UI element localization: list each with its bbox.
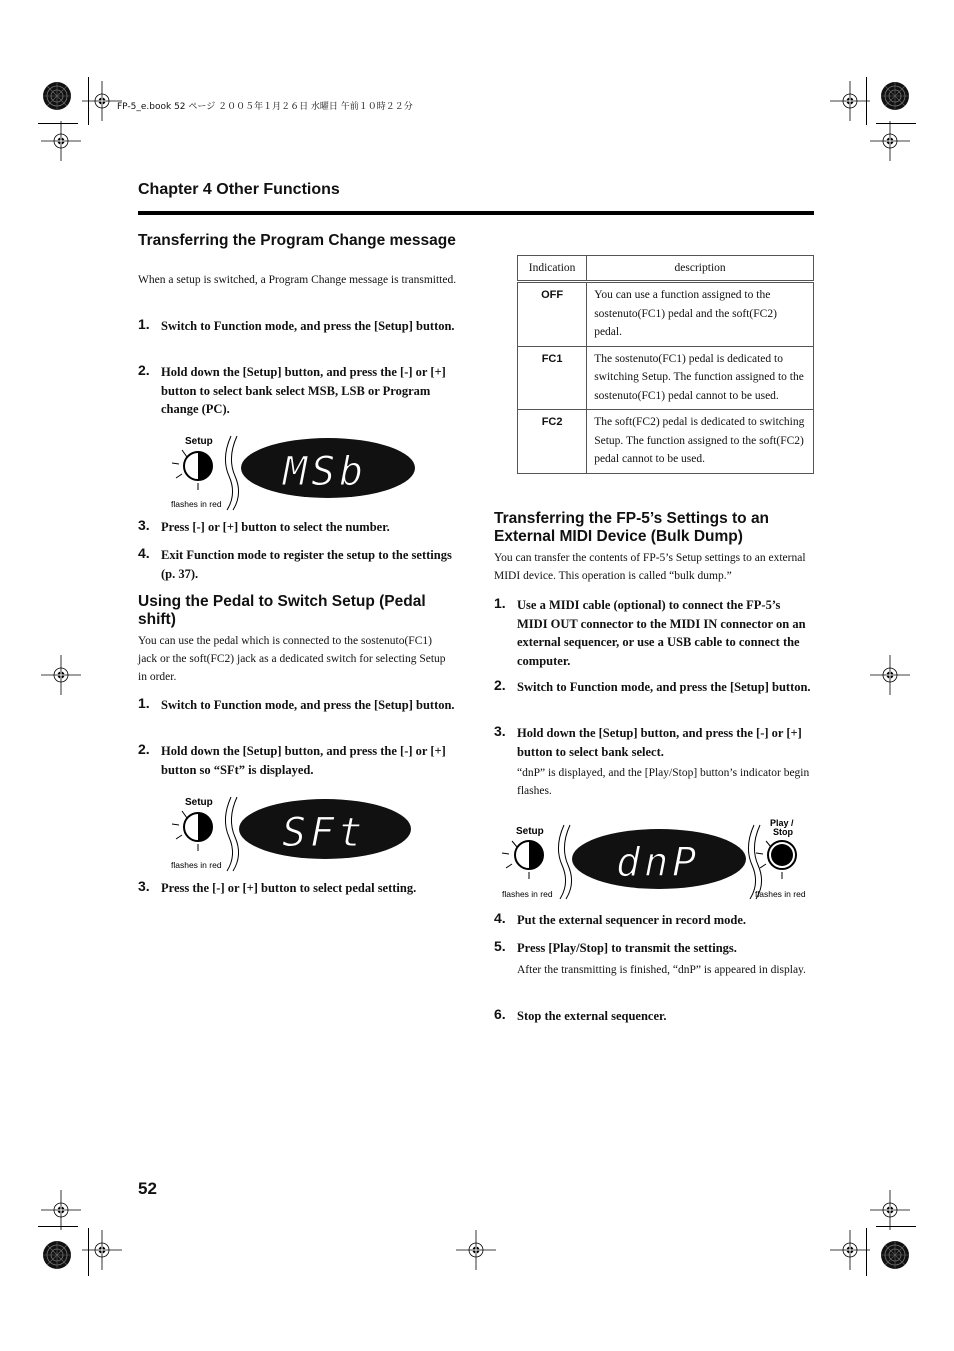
table-cell-indication: FC2 bbox=[518, 410, 587, 474]
setup-button-label: Setup bbox=[516, 826, 544, 837]
section-title-pedal-shift: Using the Pedal to Switch Setup (Pedal shift) bbox=[138, 593, 426, 628]
section-intro: You can transfer the contents of FP-5’s Setup settings to an external MIDI device. This operation is called “bulk dump.” bbox=[494, 552, 806, 582]
step-number: 2. bbox=[138, 741, 150, 757]
step-item bbox=[494, 1007, 814, 1027]
chapter-rule bbox=[138, 211, 814, 215]
step-item bbox=[494, 678, 814, 716]
flash-caption: flashes in red bbox=[171, 860, 222, 870]
step-text: Press the [-] or [+] button to select pedal setting. bbox=[161, 881, 417, 895]
step-number: 3. bbox=[138, 878, 150, 894]
step-item bbox=[494, 724, 814, 762]
play-stop-label: Play / bbox=[770, 818, 794, 828]
step-number: 1. bbox=[138, 316, 150, 332]
step-number: 2. bbox=[494, 677, 506, 693]
file-stamp: FP-5_e.book 52 ページ ２００５年１月２６日 水曜日 午前１０時２２分 bbox=[117, 102, 413, 112]
step-text: Use a MIDI cable (optional) to connect the FP-5’s MIDI OUT connector to the MIDI IN connector on an external sequencer, or use a USB cable to connect the computer. bbox=[517, 598, 806, 668]
led-text: MSb bbox=[283, 449, 368, 495]
step-text: Switch to Function mode, and press the [Setup] button. bbox=[161, 698, 455, 712]
step-number: 3. bbox=[494, 723, 506, 739]
step-item bbox=[494, 911, 814, 931]
table-cell-indication: OFF bbox=[518, 282, 587, 347]
step-text: Stop the external sequencer. bbox=[517, 1009, 667, 1023]
step-item bbox=[138, 518, 458, 538]
table-cell-indication: FC1 bbox=[518, 346, 587, 410]
figure-msb-display bbox=[165, 428, 425, 518]
step-text: Exit Function mode to register the setup to the settings (p. 37). bbox=[161, 548, 452, 581]
section-title-program-change: Transferring the Program Change message bbox=[138, 232, 456, 249]
step-number: 5. bbox=[494, 938, 506, 954]
table-header: Indication bbox=[518, 256, 587, 282]
page-number: 52 bbox=[138, 1179, 157, 1198]
table-cell-description: The soft(FC2) pedal is dedicated to switching Setup. The function assigned to the soft(FC2) pedal cannot to be used. bbox=[587, 410, 814, 474]
led-text: SFt bbox=[282, 810, 367, 856]
step-number: 4. bbox=[494, 910, 506, 926]
step-number: 4. bbox=[138, 545, 150, 561]
indication-table bbox=[517, 255, 814, 474]
step-text: Hold down the [Setup] button, and press the [-] or [+] button so “SFt” is displayed. bbox=[161, 744, 446, 777]
led-text: dnP bbox=[616, 840, 701, 886]
step-number: 6. bbox=[494, 1006, 506, 1022]
step-text: Put the external sequencer in record mode. bbox=[517, 913, 747, 927]
flash-caption: flashes in red bbox=[171, 499, 222, 509]
step-item bbox=[138, 317, 458, 355]
step-item bbox=[138, 696, 458, 734]
flash-caption: flashes in red bbox=[755, 889, 806, 899]
step-text: Press [-] or [+] button to select the number. bbox=[161, 520, 390, 534]
table-header-row bbox=[518, 256, 814, 282]
figure-dnp-display bbox=[498, 815, 816, 905]
section-intro: When a setup is switched, a Program Change message is transmitted. bbox=[138, 274, 457, 286]
step-item bbox=[494, 939, 814, 959]
step-item bbox=[138, 879, 458, 899]
table-header: description bbox=[587, 256, 814, 282]
table-row bbox=[518, 282, 814, 347]
step-text: Hold down the [Setup] button, and press the [-] or [+] button to select bank select MSB, LSB or Program change (PC). bbox=[161, 365, 446, 416]
step-text: Hold down the [Setup] button, and press the [-] or [+] button to select bank select. bbox=[517, 726, 802, 759]
step-item bbox=[138, 363, 458, 419]
step-item bbox=[138, 546, 458, 584]
section-title-bulk-dump: Transferring the FP-5’s Settings to an External MIDI Device (Bulk Dump) bbox=[494, 510, 770, 545]
figure-sft-display bbox=[165, 789, 425, 879]
play-stop-label: Stop bbox=[773, 827, 793, 837]
table-row bbox=[518, 410, 814, 474]
step-note: After the transmitting is finished, “dnP” is appeared in display. bbox=[517, 964, 806, 976]
step-text: Press [Play/Stop] to transmit the settings. bbox=[517, 941, 737, 955]
step-number: 1. bbox=[138, 695, 150, 711]
table-cell-description: The sostenuto(FC1) pedal is dedicated to switching Setup. The function assigned to the sostenuto(FC1) pedal cannot to be used. bbox=[587, 346, 814, 410]
step-item bbox=[138, 742, 458, 780]
step-text: Switch to Function mode, and press the [Setup] button. bbox=[161, 319, 455, 333]
table-cell-description: You can use a function assigned to the sostenuto(FC1) pedal and the soft(FC2) pedal. bbox=[587, 282, 814, 347]
step-number: 3. bbox=[138, 517, 150, 533]
section-intro: You can use the pedal which is connected to the sostenuto(FC1) jack or the soft(FC2) jack as a dedicated switch for selecting Setup in order. bbox=[138, 635, 446, 683]
step-number: 2. bbox=[138, 362, 150, 378]
setup-button-label: Setup bbox=[185, 797, 213, 808]
step-note: “dnP” is displayed, and the [Play/Stop] button’s indicator begin flashes. bbox=[517, 767, 810, 797]
chapter-title: Chapter 4 Other Functions bbox=[138, 181, 340, 198]
setup-button-label: Setup bbox=[185, 436, 213, 447]
table-row bbox=[518, 346, 814, 410]
step-item bbox=[494, 596, 814, 671]
step-text: Switch to Function mode, and press the [Setup] button. bbox=[517, 680, 811, 694]
step-number: 1. bbox=[494, 595, 506, 611]
flash-caption: flashes in red bbox=[502, 889, 553, 899]
